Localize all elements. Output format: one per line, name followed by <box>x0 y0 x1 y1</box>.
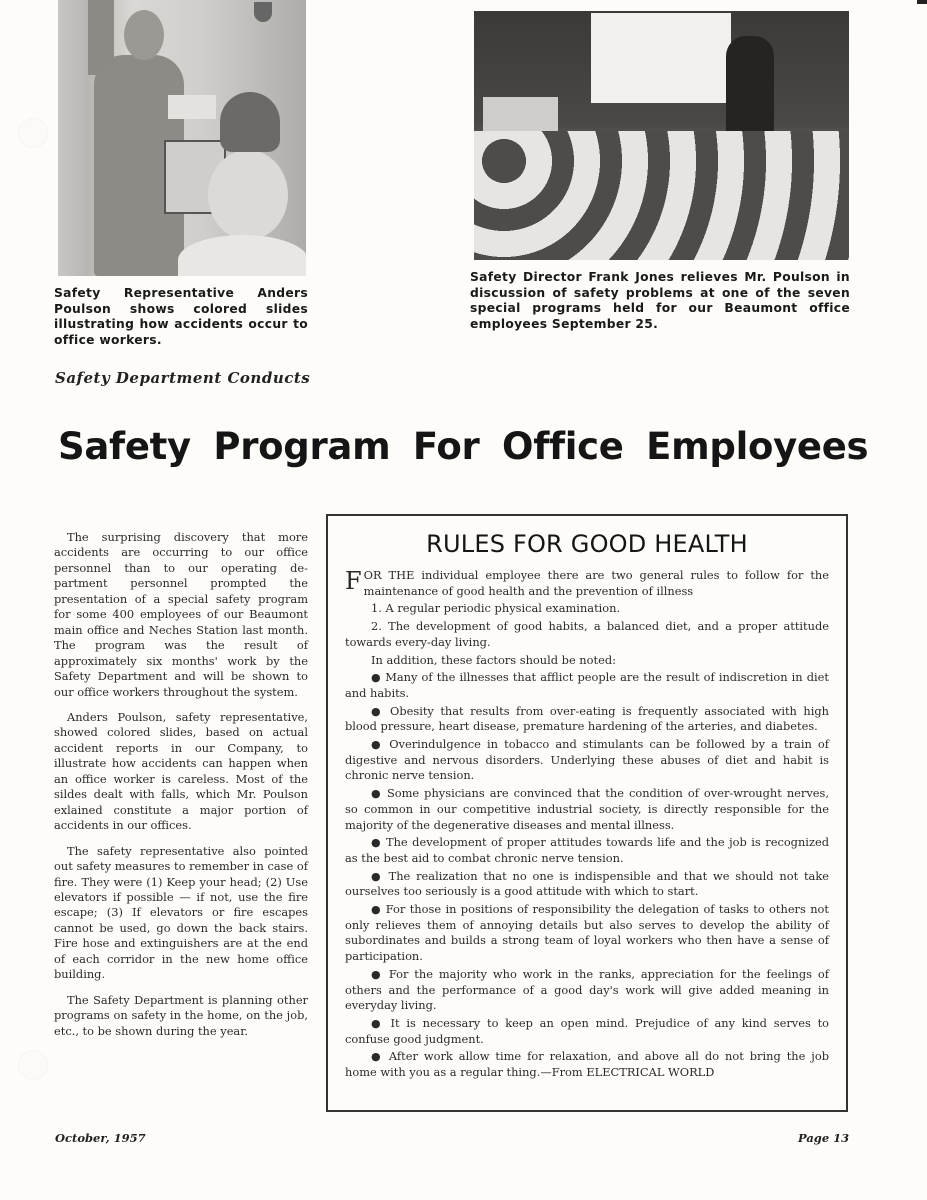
factor-item: ● Some physicians are convinced that the condition of over-wrought nerves, so common in our competitive industrial society, is directly responsible for the majority of the degenerative diseases and mental illness. <box>345 786 829 832</box>
factor-item: ● After work allow time for relaxation, and above all do not bring the job home with you as a regular thing.—From ELECTRICAL WORLD <box>345 1049 829 1080</box>
rule-item: 2. The development of good habits, a balanced diet, and a proper attitude towards every-day living. <box>345 619 829 649</box>
wall-lamp <box>254 2 272 22</box>
bullet-icon: ● <box>371 967 383 981</box>
factor-item: ● Many of the illnesses that afflict people are the result of indiscretion in diet and habits. <box>345 670 830 700</box>
bullet-icon: ● <box>371 738 384 752</box>
factor-item: ● The realization that no one is indispensible and that we should not take ourselves too seriously is a good attitude with which to start. <box>345 868 829 899</box>
binder-hole <box>18 118 48 148</box>
factors-intro: In addition, these factors should be noted: <box>371 652 616 667</box>
bullet-icon: ● <box>371 903 382 917</box>
footer-page-number: Page 13 <box>798 1131 850 1145</box>
rule-item: 1. A regular periodic physical examination. <box>371 601 621 616</box>
audience-rows <box>474 131 849 260</box>
bullet-icon: ● <box>371 869 383 883</box>
article-paragraph: The safety representative also pointed out safety measures to remember in case of fire. They were (1) Keep your head; (2) Use elevators if possible — if not, use the fire escape; (3) If elevators or fire escapes cannot be used, go down the back stairs. Fire hose and extinguishers are at the end of each corridor in the new home office building. <box>54 843 308 982</box>
rules-title: RULES FOR GOOD HEALTH <box>426 530 748 558</box>
rules-intro <box>345 568 829 599</box>
rules-body <box>345 568 829 1081</box>
bullet-icon: ● <box>371 1050 383 1064</box>
bullet-icon: ● <box>371 1016 384 1030</box>
article-kicker: Safety Department Conducts <box>55 369 311 387</box>
photo-audience-screen <box>474 11 849 260</box>
photo-caption-right: Safety Director Frank Jones relieves Mr. Poulson in discussion of safety problems at one of the seven special programs held for our Beaumont office employees September 25. <box>470 270 850 331</box>
article-headline: Safety Program For Office Employees <box>58 425 869 468</box>
rules-intro-text: OR THE individual employee there are two general rules to follow for the maintenance of good health and the prevention of illness <box>363 568 829 598</box>
factor-item: ● The development of proper attitudes towards life and the job is recognized as the best aid to combat chronic nerve tension. <box>345 835 829 865</box>
factor-item: ● For those in positions of responsibility the delegation of tasks to others not only relieves them of annoying details but also serves to develop the ability of subordinates and builds a strong team of loyal workers who then have a sense of participation. <box>345 902 829 964</box>
article-paragraph: The surprising discovery that more accidents are occurring to our office personnel than to our operating department personnel prompted the presentation of a special safety program for some 400 employees of our Beaumont main office and Neches Station last month. The program was the result of approximately six months' work by the Safety Department and will be shown to our office workers throughout the system. <box>54 530 308 699</box>
factor-item: ● Obesity that results from over-eating is frequently associated with high blood pressure, heart disease, premature hardening of the arteries, and diabetes. <box>345 703 829 734</box>
projector <box>168 95 216 119</box>
presenter-head <box>124 10 164 60</box>
article-paragraph: Anders Poulson, safety representative, showed colored slides, based on actual accident reports in our Company, to illustrate how accidents can happen when an office worker is careless. Most of the sildes dealt with falls, which Mr. Poulson exlained constitute a major portion of accidents in our offices. <box>54 709 308 833</box>
factor-item: ● For the majority who work in the ranks, appreciation for the feelings of others and the performance of a good day's work will give added meaning in everyday living. <box>345 966 829 1013</box>
factor-item: ● It is necessary to keep an open mind. Prejudice of any kind serves to confuse good judgment. <box>345 1015 829 1046</box>
audience-head <box>208 150 288 240</box>
drop-cap: F <box>345 567 362 595</box>
audience-shoulder <box>178 235 306 276</box>
article-paragraph: The Safety Department is planning other programs on safety in the home, on the job, etc., to be shown during the year. <box>54 992 308 1038</box>
rules-sidebar-box <box>326 514 848 1112</box>
factor-item: ● Overindulgence in tobacco and stimulants can be followed by a train of digestive and nervous disorders. Underlying these abuses of diet and habit is chronic nerve tension. <box>345 737 829 783</box>
photo-projector-presenter <box>58 0 306 276</box>
photo-caption-left: Safety Representative Anders Poulson shows colored slides illustrating how accidents occur to office workers. <box>54 286 308 347</box>
footer-date: October, 1957 <box>55 1131 146 1145</box>
binder-hole <box>18 1050 48 1080</box>
article-body <box>54 530 308 1049</box>
audience-hair <box>220 92 280 152</box>
page-edge-mark <box>917 0 927 4</box>
bullet-icon: ● <box>371 704 384 718</box>
bullet-icon: ● <box>371 787 382 801</box>
projection-screen <box>591 13 731 103</box>
bullet-icon: ● <box>371 836 382 850</box>
speaker-figure <box>726 36 774 136</box>
bullet-icon: ● <box>371 671 382 685</box>
